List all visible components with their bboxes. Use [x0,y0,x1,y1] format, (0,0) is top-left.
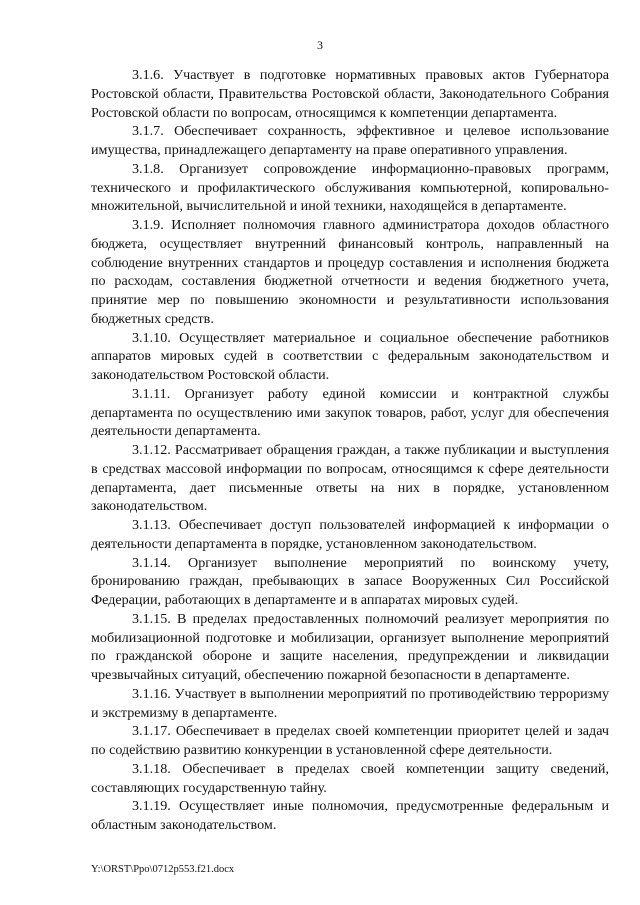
paragraph-3-1-11: 3.1.11. Организует работу единой комиссии и контрактной службы департамента по осуществлению ими закупок товаров, работ, услуг для обеспечения деятельности департамента. [91,385,609,440]
paragraph-3-1-10: 3.1.10. Осуществляет материальное и социальное обеспечение работников аппаратов мировых судей в соответствии с федеральным законодательством и законодательством Ростовской области. [91,329,609,383]
paragraph-3-1-19: 3.1.19. Осуществляет иные полномочия, предусмотренные федеральным и областным законодательством. [91,798,609,833]
paragraph-3-1-18: 3.1.18. Обеспечивает в пределах своей компетенции защиту сведений, составляющих государственную тайну. [91,760,609,796]
paragraph-3-1-9: 3.1.9. Исполняет полномочия главного администратора доходов областного бюджета, осуществляет внутренний финансовый контроль, направленный на соблюдение внутренних стандартов и процедур составления и исполнения бюджета по расходам, составления бюджетной отчетности и ведения бюджетного учета, принятие мер по повышению экономности и результативности использования бюджетных средств. [91,217,609,327]
footer-file-path: Y:\ORST\Ppo\0712p553.f21.docx [91,864,235,875]
page-number: 3 [317,38,323,52]
paragraph-3-1-15: 3.1.15. В пределах предоставленных полномочий реализует мероприятия по мобилизационной подготовке и мобилизации, организует выполнение мероприятий по гражданской обороне и защите населения, предупреждении и ликвидации чрезвычайных ситуаций, обеспечению пожарной безопасности в департаменте. [91,610,609,683]
paragraph-3-1-6: 3.1.6. Участвует в подготовке нормативных правовых актов Губернатора Ростовской области, Правительства Ростовской области, Законодательного Собрания Ростовской области по вопросам, относящимся к компетенции департамента. [91,67,609,121]
paragraph-3-1-13: 3.1.13. Обеспечивает доступ пользователей информацией к информации о деятельности департамента в порядке, установленном законодательством. [91,517,609,552]
paragraph-3-1-12: 3.1.12. Рассматривает обращения граждан, а также публикации и выступления в средствах массовой информации по вопросам, относящимся к сфере деятельности департамента, дает письменные ответы на них в порядке, установленном законодательством. [91,442,609,515]
document-body [91,66,609,835]
paragraph-3-1-14: 3.1.14. Организует выполнение мероприятий по воинскому учету, бронированию граждан, пребывающих в запасе Вооруженных Сил Российской Федерации, работающих в департаменте и в аппаратах мировых судей. [91,554,609,608]
paragraph-3-1-8: 3.1.8. Организует сопровождение информационно-правовых программ, технического и профилактического обслуживания компьютерной, копировально-множительной, вычислительной и иной техники, находящейся в департаменте. [91,160,609,215]
paragraph-3-1-7: 3.1.7. Обеспечивает сохранность, эффективное и целевое использование имущества, принадлежащего департаменту на праве оперативного управления. [91,123,609,158]
paragraph-3-1-16: 3.1.16. Участвует в выполнении мероприятий по противодействию терроризму и экстремизму в департаменте. [91,685,609,721]
paragraph-3-1-17: 3.1.17. Обеспечивает в пределах своей компетенции приоритет целей и задач по содействию развитию конкуренции в установленной сфере деятельности. [91,723,609,758]
